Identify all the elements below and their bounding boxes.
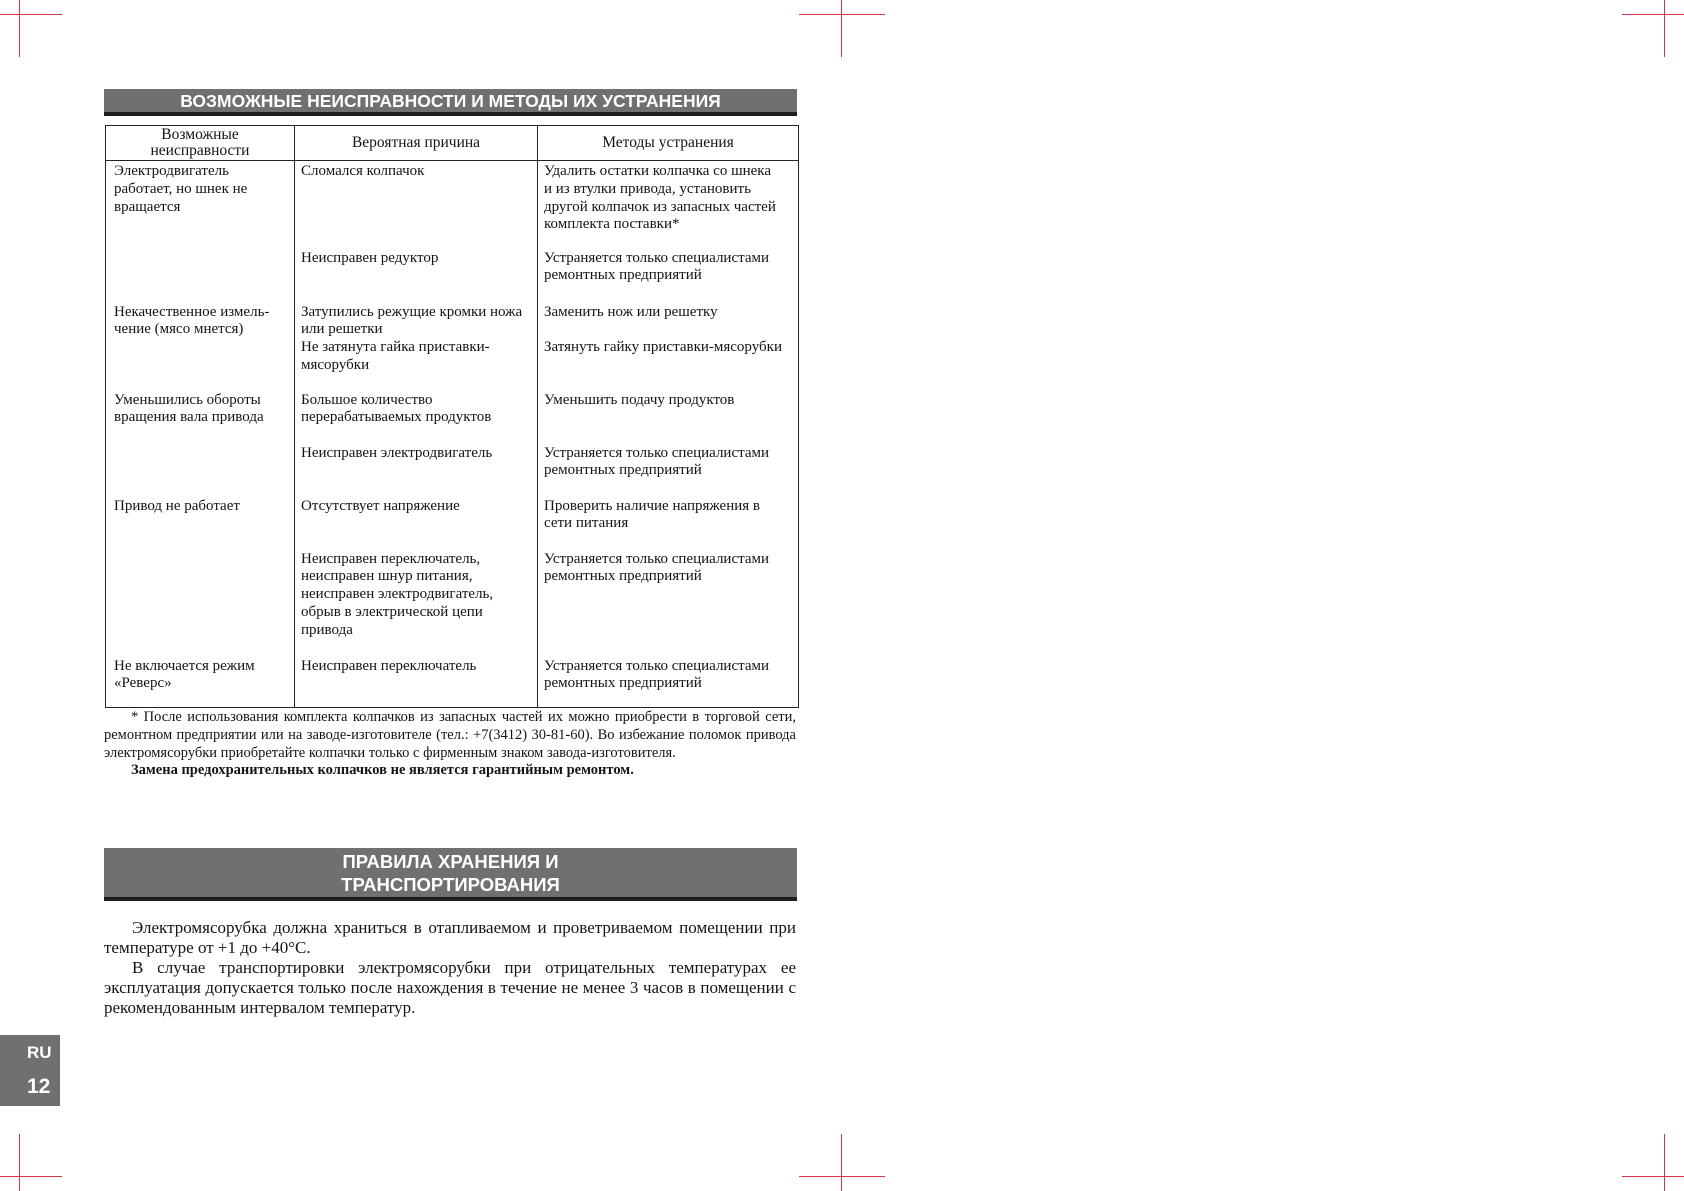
- crop-mark: [0, 1176, 62, 1177]
- fault-cell: [106, 443, 295, 496]
- method-cell: [538, 161, 799, 248]
- method-cell: [538, 248, 799, 302]
- storage-title-line: ПРАВИЛА ХРАНЕНИЯ И: [342, 851, 559, 872]
- cell-text: обрыв в электрической цепи: [301, 603, 483, 620]
- cell-text: комплекта поставки*: [544, 216, 680, 233]
- cause-cell: [295, 161, 538, 248]
- cell-text: другой колпачок из запасных частей: [544, 198, 776, 215]
- page-tab: [0, 1035, 60, 1106]
- cause-cell: [295, 496, 538, 549]
- method-cell: [538, 656, 799, 708]
- cell-text: Уменьшились обороты: [114, 391, 261, 408]
- table-row: [106, 549, 799, 656]
- cause-cell: [295, 248, 538, 302]
- storage-title: [104, 848, 797, 901]
- cell-text: Устраняется только специалистами: [544, 249, 770, 266]
- cell-text: Не затянута гайка приставки-: [301, 339, 490, 356]
- crop-mark: [841, 0, 842, 57]
- page-number: 12: [27, 1075, 51, 1098]
- crop-mark: [19, 0, 20, 57]
- header-fault: Возможные неисправности: [106, 126, 295, 161]
- cell-text: Заменить нож или решетку: [544, 303, 718, 320]
- cell-text: перерабатываемых продуктов: [301, 409, 492, 426]
- crop-mark: [1664, 0, 1665, 57]
- cell-text: Отсутствует напряжение: [301, 497, 460, 514]
- cell-text: Электродвигатель: [114, 163, 229, 179]
- cell-text: чение (мясо мнется): [114, 321, 244, 338]
- cell-text: Удалить остатки колпачка со шнека: [544, 163, 772, 179]
- cell-text: ремонтных предприятий: [544, 267, 702, 284]
- cell-text: вращается: [114, 198, 181, 215]
- cell-text: Сломался колпачок: [301, 163, 425, 179]
- fault-cell: [106, 496, 295, 549]
- storage-paragraph: Электромясорубка должна храниться в отапливаемом и проветриваемом помещении при температуре от +1 до +40°С.: [104, 918, 796, 957]
- cell-text: Затянуть гайку приставки-мясорубки: [544, 339, 782, 356]
- fault-cell: [106, 656, 295, 708]
- crop-mark: [19, 1134, 20, 1191]
- fault-cell: [106, 302, 295, 390]
- cell-text: Устраняется только специалистами: [544, 444, 770, 461]
- table-row: [106, 496, 799, 549]
- cell-text: привода: [301, 621, 353, 638]
- header-method: Методы устранения: [538, 126, 799, 161]
- fault-cell: [106, 390, 295, 443]
- table-row: [106, 161, 799, 248]
- cause-cell: [295, 443, 538, 496]
- cell-text: Затупились режущие кромки ножа: [301, 303, 523, 320]
- crop-mark: [799, 1176, 885, 1177]
- crop-mark: [799, 14, 885, 15]
- footnote: [104, 709, 796, 780]
- table-header-row: [106, 126, 799, 161]
- table-row: [106, 390, 799, 443]
- cell-text: Неисправен редуктор: [301, 249, 439, 266]
- storage-section: [104, 918, 796, 1018]
- table-body: [106, 161, 799, 708]
- fault-cell: [106, 549, 295, 656]
- cell-text: Большое количество: [301, 391, 433, 408]
- cause-cell: [295, 549, 538, 656]
- cell-text: ремонтных предприятий: [544, 462, 702, 479]
- cell-text: ремонтных предприятий: [544, 675, 702, 692]
- cell-text: или решетки: [301, 321, 383, 338]
- storage-paragraph: В случае транспортировки электромясорубки при отрицательных температурах ее эксплуатация допускается только после нахождения в течение не менее 3 часов в помещении с рекомендованным интервалом температур.: [104, 958, 796, 1017]
- cell-text: Некачественное измель-: [114, 303, 270, 320]
- troubleshooting-title: ВОЗМОЖНЫЕ НЕИСПРАВНОСТИ И МЕТОДЫ ИХ УСТРАНЕНИЯ: [104, 89, 797, 116]
- cell-text: Неисправен переключатель,: [301, 550, 481, 567]
- cell-text: Уменьшить подачу продуктов: [544, 391, 735, 408]
- cell-text: Не включается режим: [114, 657, 255, 674]
- crop-mark: [1622, 1176, 1684, 1177]
- cell-text: работает, но шнек не: [114, 180, 248, 197]
- cell-text: мясорубки: [301, 356, 370, 373]
- troubleshooting-table: [105, 125, 799, 708]
- crop-mark: [841, 1134, 842, 1191]
- table-row: [106, 656, 799, 708]
- cell-text: ремонтных предприятий: [544, 568, 702, 585]
- table-row: [106, 302, 799, 390]
- fault-cell: [106, 161, 295, 248]
- table-row: [106, 248, 799, 302]
- table-row: [106, 443, 799, 496]
- storage-title-line: ТРАНСПОРТИРОВАНИЯ: [341, 874, 560, 895]
- cell-text: неисправен шнур питания,: [301, 568, 473, 585]
- cause-cell: [295, 390, 538, 443]
- cell-text: «Реверс»: [114, 675, 172, 692]
- cell-text: вращения вала привода: [114, 409, 264, 426]
- cell-text: Проверить наличие напряжения в: [544, 497, 760, 514]
- crop-mark: [0, 14, 62, 15]
- method-cell: [538, 496, 799, 549]
- crop-mark: [1622, 14, 1684, 15]
- cell-text: [544, 321, 796, 339]
- header-cause: Вероятная причина: [295, 126, 538, 161]
- warranty-warning: Замена предохранительных колпачков не является гарантийным ремонтом.: [131, 762, 634, 779]
- method-cell: [538, 302, 799, 390]
- method-cell: [538, 549, 799, 656]
- cell-text: Неисправен электродвигатель: [301, 444, 493, 461]
- cell-text: Устраняется только специалистами: [544, 657, 770, 674]
- cell-text: Привод не работает: [114, 497, 240, 514]
- cell-text: неисправен электродвигатель,: [301, 586, 494, 603]
- cell-text: и из втулки привода, установить: [544, 180, 751, 197]
- cause-cell: [295, 302, 538, 390]
- cause-cell: [295, 656, 538, 708]
- method-cell: [538, 390, 799, 443]
- cell-text: Неисправен переключатель: [301, 657, 477, 674]
- language-label: RU: [27, 1043, 52, 1062]
- cell-text: Устраняется только специалистами: [544, 550, 770, 567]
- footnote-text: * После использования комплекта колпачков из запасных частей их можно приобрести в торговой сети, ремонтном предприятии или на заводе-изготовителе (тел.: +7(3412) 30-81-60). Во избежание поломок привода электромясорубки приобретайте колпачки только с фирменным знаком завода-изготовителя.: [104, 709, 796, 761]
- fault-cell: [106, 248, 295, 302]
- crop-mark: [1664, 1134, 1665, 1191]
- method-cell: [538, 443, 799, 496]
- cell-text: сети питания: [544, 515, 629, 532]
